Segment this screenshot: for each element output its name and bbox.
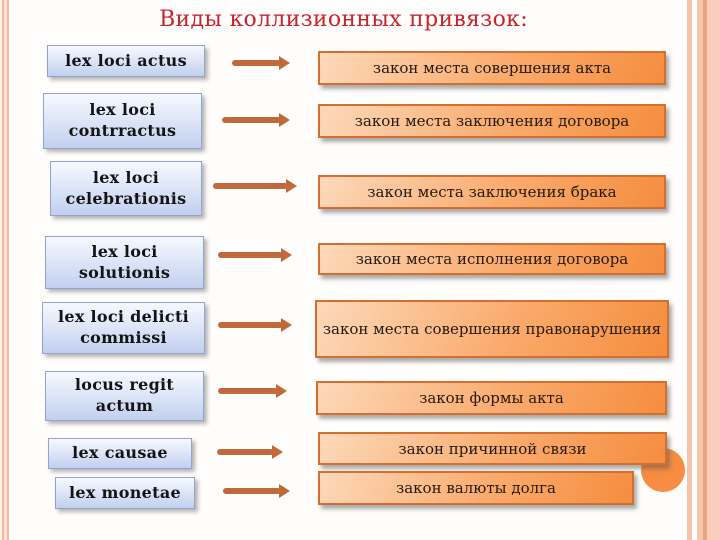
russian-term-box [318, 243, 666, 275]
arrow-icon [217, 445, 283, 459]
russian-term-box [318, 471, 634, 505]
russian-term-label: закон причинной связи [398, 439, 587, 458]
latin-term-label: lex causae [72, 443, 168, 463]
latin-term-label: lex loci delicti commissi [57, 307, 190, 347]
latin-term-label: lex loci celebrationis [65, 167, 187, 208]
latin-term-box [45, 371, 204, 421]
russian-term-box [318, 432, 667, 465]
latin-term-label: locus regit actum [74, 375, 175, 415]
arrow-icon [232, 56, 290, 70]
arrow-icon [213, 179, 297, 193]
arrow-icon [223, 484, 290, 498]
latin-term-box [48, 438, 192, 469]
arrow-icon [222, 113, 290, 127]
russian-term-label: закон места совершения правонарушения [322, 320, 662, 338]
arrow-icon [218, 384, 287, 398]
russian-term-box [318, 51, 666, 85]
russian-term-box [316, 381, 667, 415]
latin-term-box [42, 302, 205, 354]
left-border-band [0, 0, 9, 540]
russian-term-box [315, 300, 669, 358]
latin-term-box [47, 45, 205, 77]
latin-term-label: lex loci actus [65, 50, 187, 70]
arrow-icon [218, 318, 292, 332]
latin-term-label: lex loci contrractus [68, 100, 177, 140]
latin-term-box [55, 477, 195, 509]
russian-term-label: закон места заключения брака [367, 183, 617, 201]
russian-term-box [318, 175, 666, 209]
russian-term-box [318, 104, 666, 138]
russian-term-label: закон валюты долга [396, 479, 556, 497]
russian-term-label: закон места заключения договора [354, 112, 630, 130]
latin-term-label: lex monetae [68, 482, 182, 502]
latin-term-box [50, 161, 202, 216]
latin-term-box [43, 93, 202, 149]
slide-title: Виды коллизионных привязок: [159, 7, 528, 32]
latin-term-box [45, 236, 204, 289]
arrow-icon [218, 248, 292, 262]
russian-term-label: закон места совершения акта [372, 59, 612, 77]
russian-term-label: закон места исполнения договора [355, 250, 629, 268]
right-border-band [687, 0, 720, 540]
latin-term-label: lex loci solutionis [78, 241, 171, 282]
russian-term-label: закон формы акта [419, 389, 564, 407]
